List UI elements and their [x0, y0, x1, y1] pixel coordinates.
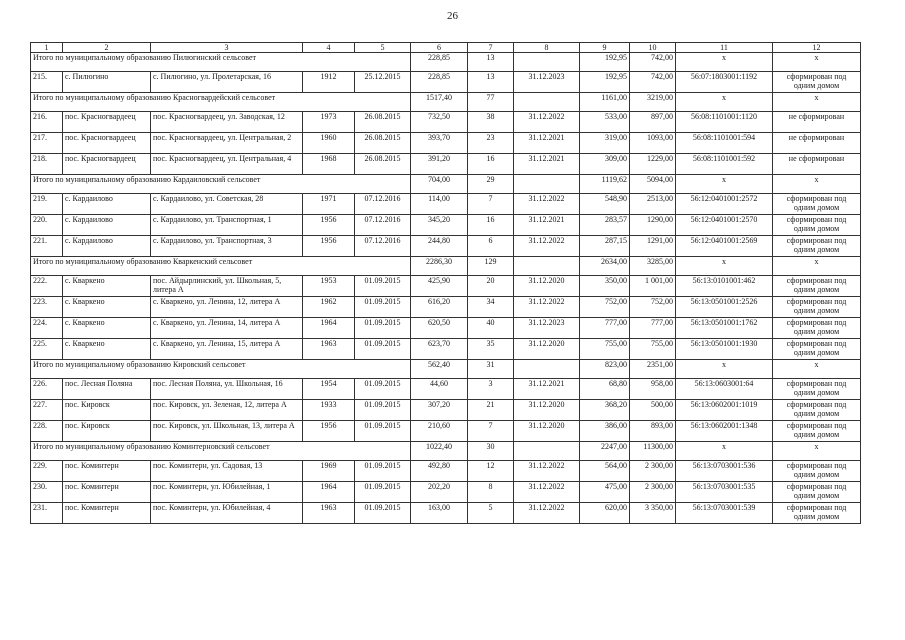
total-col10: 742,00 [630, 53, 676, 72]
col9-value: 752,00 [580, 297, 630, 318]
col10-value: 500,00 [630, 400, 676, 421]
column-header: 7 [468, 43, 514, 53]
total-col10: 11300,00 [630, 442, 676, 461]
row-number: 230. [31, 482, 63, 503]
cadastral-number: 56:07:1803001:1192 [676, 72, 773, 93]
row-number: 215. [31, 72, 63, 93]
row-number: 225. [31, 339, 63, 360]
total-col10: 2351,00 [630, 360, 676, 379]
area: 44,60 [411, 379, 468, 400]
recognition-date: 01.09.2015 [355, 461, 411, 482]
build-year: 1956 [303, 215, 355, 236]
col9-value: 368,20 [580, 400, 630, 421]
empty-cell [514, 257, 580, 276]
col10-value: 3 350,00 [630, 503, 676, 524]
total-col9: 192,95 [580, 53, 630, 72]
cadastral-number: 56:13:0501001:1930 [676, 339, 773, 360]
recognition-date: 25.12.2015 [355, 72, 411, 93]
area: 732,50 [411, 112, 468, 133]
address: пос. Коминтерн, ул. Юбилейная, 4 [151, 503, 303, 524]
land-status: сформирован под одним домом [773, 421, 861, 442]
total-col9: 2634,00 [580, 257, 630, 276]
subtotal-label: Итого по муниципальному образованию Красногвардейский сельсовет [31, 93, 411, 112]
resettlement-deadline: 31.12.2022 [514, 194, 580, 215]
area: 425,90 [411, 276, 468, 297]
subtotal-label: Итого по муниципальному образованию Кваркенский сельсовет [31, 257, 411, 276]
empty-cell [514, 442, 580, 461]
address: с. Кардаилово, ул. Транспортная, 1 [151, 215, 303, 236]
column-header: 3 [151, 43, 303, 53]
col10-value: 1093,00 [630, 133, 676, 154]
area: 616,20 [411, 297, 468, 318]
column-header: 12 [773, 43, 861, 53]
table-row [31, 503, 861, 524]
address: с. Кваркено, ул. Ленина, 14, литера А [151, 318, 303, 339]
total-col12: x [773, 360, 861, 379]
total-col11: x [676, 257, 773, 276]
build-year: 1956 [303, 421, 355, 442]
settlement-name: пос. Коминтерн [63, 461, 151, 482]
address: с. Кардаилово, ул. Советская, 28 [151, 194, 303, 215]
row-number: 224. [31, 318, 63, 339]
total-col11: x [676, 360, 773, 379]
cadastral-number: 56:12:0401001:2572 [676, 194, 773, 215]
total-col12: x [773, 53, 861, 72]
table-row [31, 194, 861, 215]
recognition-date: 26.08.2015 [355, 112, 411, 133]
col9-value: 620,00 [580, 503, 630, 524]
residents-count: 16 [468, 215, 514, 236]
settlement-name: с. Кваркено [63, 276, 151, 297]
cadastral-number: 56:13:0703001:535 [676, 482, 773, 503]
resettlement-deadline: 31.12.2022 [514, 482, 580, 503]
address: пос. Коминтерн, ул. Юбилейная, 1 [151, 482, 303, 503]
area: 163,00 [411, 503, 468, 524]
empty-cell [514, 53, 580, 72]
build-year: 1912 [303, 72, 355, 93]
land-status: сформирован под одним домом [773, 503, 861, 524]
address: пос. Коминтерн, ул. Садовая, 13 [151, 461, 303, 482]
total-col10: 3285,00 [630, 257, 676, 276]
recognition-date: 07.12.2016 [355, 236, 411, 257]
build-year: 1933 [303, 400, 355, 421]
residents-count: 6 [468, 236, 514, 257]
total-count: 31 [468, 360, 514, 379]
address: с. Кваркено, ул. Ленина, 15, литера А [151, 339, 303, 360]
recognition-date: 01.09.2015 [355, 318, 411, 339]
col10-value: 2513,00 [630, 194, 676, 215]
total-col10: 5094,00 [630, 175, 676, 194]
build-year: 1968 [303, 154, 355, 175]
table-row [31, 379, 861, 400]
address: с. Кардаилово, ул. Транспортная, 3 [151, 236, 303, 257]
empty-cell [514, 360, 580, 379]
build-year: 1963 [303, 503, 355, 524]
total-col11: x [676, 93, 773, 112]
settlement-name: пос. Красногвардеец [63, 133, 151, 154]
cadastral-number: 56:08:1101001:594 [676, 133, 773, 154]
total-area: 1022,40 [411, 442, 468, 461]
recognition-date: 01.09.2015 [355, 297, 411, 318]
recognition-date: 26.08.2015 [355, 133, 411, 154]
col9-value: 309,00 [580, 154, 630, 175]
build-year: 1962 [303, 297, 355, 318]
subtotal-row [31, 360, 861, 379]
build-year: 1963 [303, 339, 355, 360]
residents-count: 40 [468, 318, 514, 339]
settlement-name: пос. Красногвардеец [63, 154, 151, 175]
col10-value: 2 300,00 [630, 461, 676, 482]
col9-value: 533,00 [580, 112, 630, 133]
table-row [31, 215, 861, 236]
land-status: не сформирован [773, 133, 861, 154]
col10-value: 958,00 [630, 379, 676, 400]
row-number: 222. [31, 276, 63, 297]
residents-count: 34 [468, 297, 514, 318]
area: 492,80 [411, 461, 468, 482]
build-year: 1953 [303, 276, 355, 297]
resettlement-deadline: 31.12.2021 [514, 215, 580, 236]
settlement-name: пос. Красногвардеец [63, 112, 151, 133]
land-status: сформирован под одним домом [773, 236, 861, 257]
column-header: 11 [676, 43, 773, 53]
total-col10: 3219,00 [630, 93, 676, 112]
cadastral-number: 56:12:0401001:2569 [676, 236, 773, 257]
row-number: 217. [31, 133, 63, 154]
settlement-name: пос. Коминтерн [63, 503, 151, 524]
recognition-date: 26.08.2015 [355, 154, 411, 175]
area: 114,00 [411, 194, 468, 215]
settlement-name: пос. Кировск [63, 421, 151, 442]
total-count: 29 [468, 175, 514, 194]
cadastral-number: 56:13:0101001:462 [676, 276, 773, 297]
address: пос. Красногвардеец, ул. Центральная, 2 [151, 133, 303, 154]
total-col11: x [676, 53, 773, 72]
resettlement-deadline: 31.12.2020 [514, 276, 580, 297]
col9-value: 192,95 [580, 72, 630, 93]
land-status: сформирован под одним домом [773, 276, 861, 297]
housing-table [30, 42, 861, 524]
area: 345,20 [411, 215, 468, 236]
cadastral-number: 56:13:0501001:2526 [676, 297, 773, 318]
total-col12: x [773, 175, 861, 194]
residents-count: 20 [468, 276, 514, 297]
resettlement-deadline: 31.12.2022 [514, 503, 580, 524]
col10-value: 2 300,00 [630, 482, 676, 503]
residents-count: 3 [468, 379, 514, 400]
recognition-date: 07.12.2016 [355, 215, 411, 236]
recognition-date: 01.09.2015 [355, 482, 411, 503]
area: 210,60 [411, 421, 468, 442]
cadastral-number: 56:13:0602001:1019 [676, 400, 773, 421]
settlement-name: пос. Коминтерн [63, 482, 151, 503]
subtotal-label: Итого по муниципальному образованию Коминтерновский сельсовет [31, 442, 411, 461]
col9-value: 287,15 [580, 236, 630, 257]
table-body [31, 53, 861, 524]
column-header: 5 [355, 43, 411, 53]
total-count: 13 [468, 53, 514, 72]
recognition-date: 01.09.2015 [355, 421, 411, 442]
land-status: сформирован под одним домом [773, 379, 861, 400]
land-status: сформирован под одним домом [773, 215, 861, 236]
build-year: 1973 [303, 112, 355, 133]
settlement-name: пос. Кировск [63, 400, 151, 421]
settlement-name: с. Кардаилово [63, 194, 151, 215]
subtotal-label: Итого по муниципальному образованию Кировский сельсовет [31, 360, 411, 379]
recognition-date: 01.09.2015 [355, 400, 411, 421]
row-number: 227. [31, 400, 63, 421]
row-number: 229. [31, 461, 63, 482]
residents-count: 38 [468, 112, 514, 133]
settlement-name: с. Пилюгино [63, 72, 151, 93]
resettlement-deadline: 31.12.2023 [514, 318, 580, 339]
table-row [31, 297, 861, 318]
cadastral-number: 56:08:1101001:592 [676, 154, 773, 175]
total-col11: x [676, 175, 773, 194]
settlement-name: с. Кваркено [63, 297, 151, 318]
cadastral-number: 56:12:0401001:2570 [676, 215, 773, 236]
address: пос. Айдырлинский, ул. Школьная, 5, литера А [151, 276, 303, 297]
total-col12: x [773, 257, 861, 276]
subtotal-row [31, 53, 861, 72]
land-status: не сформирован [773, 154, 861, 175]
column-header: 1 [31, 43, 63, 53]
table-row [31, 461, 861, 482]
subtotal-row [31, 175, 861, 194]
total-col9: 1161,00 [580, 93, 630, 112]
subtotal-row [31, 93, 861, 112]
table-row [31, 133, 861, 154]
area: 393,70 [411, 133, 468, 154]
build-year: 1960 [303, 133, 355, 154]
land-status: сформирован под одним домом [773, 72, 861, 93]
land-status: сформирован под одним домом [773, 461, 861, 482]
empty-cell [514, 175, 580, 194]
subtotal-label: Итого по муниципальному образованию Кардаиловский сельсовет [31, 175, 411, 194]
resettlement-deadline: 31.12.2021 [514, 133, 580, 154]
table-row [31, 112, 861, 133]
column-header: 2 [63, 43, 151, 53]
settlement-name: с. Кардаилово [63, 215, 151, 236]
total-count: 30 [468, 442, 514, 461]
residents-count: 8 [468, 482, 514, 503]
row-number: 223. [31, 297, 63, 318]
column-header: 4 [303, 43, 355, 53]
column-header: 6 [411, 43, 468, 53]
table-row [31, 482, 861, 503]
col10-value: 752,00 [630, 297, 676, 318]
resettlement-deadline: 31.12.2022 [514, 297, 580, 318]
cadastral-number: 56:08:1101001:1120 [676, 112, 773, 133]
settlement-name: с. Кваркено [63, 339, 151, 360]
resettlement-deadline: 31.12.2021 [514, 154, 580, 175]
col10-value: 742,00 [630, 72, 676, 93]
address: пос. Красногвардеец, ул. Заводская, 12 [151, 112, 303, 133]
row-number: 231. [31, 503, 63, 524]
recognition-date: 01.09.2015 [355, 379, 411, 400]
residents-count: 13 [468, 72, 514, 93]
row-number: 220. [31, 215, 63, 236]
resettlement-deadline: 31.12.2022 [514, 112, 580, 133]
area: 228,85 [411, 72, 468, 93]
address: с. Пилюгино, ул. Пролетарская, 16 [151, 72, 303, 93]
land-status: сформирован под одним домом [773, 400, 861, 421]
column-header: 10 [630, 43, 676, 53]
area: 623,70 [411, 339, 468, 360]
col9-value: 548,90 [580, 194, 630, 215]
cadastral-number: 56:13:0501001:1762 [676, 318, 773, 339]
subtotal-row [31, 442, 861, 461]
address: пос. Красногвардеец, ул. Центральная, 4 [151, 154, 303, 175]
col10-value: 777,00 [630, 318, 676, 339]
col10-value: 897,00 [630, 112, 676, 133]
build-year: 1954 [303, 379, 355, 400]
total-col9: 823,00 [580, 360, 630, 379]
column-header: 9 [580, 43, 630, 53]
cadastral-number: 56:13:0602001:1348 [676, 421, 773, 442]
land-status: сформирован под одним домом [773, 339, 861, 360]
row-number: 216. [31, 112, 63, 133]
total-col12: x [773, 93, 861, 112]
table-row [31, 154, 861, 175]
row-number: 219. [31, 194, 63, 215]
total-col9: 2247,00 [580, 442, 630, 461]
column-number-row [31, 43, 861, 53]
area: 391,20 [411, 154, 468, 175]
total-count: 129 [468, 257, 514, 276]
row-number: 218. [31, 154, 63, 175]
residents-count: 23 [468, 133, 514, 154]
area: 307,20 [411, 400, 468, 421]
settlement-name: пос. Лесная Поляна [63, 379, 151, 400]
resettlement-deadline: 31.12.2021 [514, 379, 580, 400]
address: с. Кваркено, ул. Ленина, 12, литера А [151, 297, 303, 318]
address: пос. Кировск, ул. Школьная, 13, литера А [151, 421, 303, 442]
table-row [31, 72, 861, 93]
residents-count: 35 [468, 339, 514, 360]
col9-value: 68,80 [580, 379, 630, 400]
table-row [31, 318, 861, 339]
area: 620,50 [411, 318, 468, 339]
table-row [31, 276, 861, 297]
table-row [31, 421, 861, 442]
column-header: 8 [514, 43, 580, 53]
total-area: 228,85 [411, 53, 468, 72]
col9-value: 755,00 [580, 339, 630, 360]
col10-value: 1229,00 [630, 154, 676, 175]
total-area: 704,00 [411, 175, 468, 194]
cadastral-number: 56:13:0703001:539 [676, 503, 773, 524]
col9-value: 564,00 [580, 461, 630, 482]
table-row [31, 400, 861, 421]
resettlement-deadline: 31.12.2020 [514, 421, 580, 442]
resettlement-deadline: 31.12.2022 [514, 236, 580, 257]
build-year: 1964 [303, 318, 355, 339]
settlement-name: с. Кардаилово [63, 236, 151, 257]
subtotal-row [31, 257, 861, 276]
area: 202,20 [411, 482, 468, 503]
col10-value: 1291,00 [630, 236, 676, 257]
page-number: 26 [447, 10, 458, 22]
col9-value: 283,57 [580, 215, 630, 236]
row-number: 226. [31, 379, 63, 400]
total-col11: x [676, 442, 773, 461]
col10-value: 755,00 [630, 339, 676, 360]
residents-count: 5 [468, 503, 514, 524]
resettlement-deadline: 31.12.2020 [514, 400, 580, 421]
resettlement-deadline: 31.12.2023 [514, 72, 580, 93]
build-year: 1956 [303, 236, 355, 257]
total-area: 562,40 [411, 360, 468, 379]
residents-count: 7 [468, 421, 514, 442]
residents-count: 12 [468, 461, 514, 482]
area: 244,80 [411, 236, 468, 257]
row-number: 221. [31, 236, 63, 257]
row-number: 228. [31, 421, 63, 442]
address: пос. Кировск, ул. Зеленая, 12, литера А [151, 400, 303, 421]
total-col9: 1119,62 [580, 175, 630, 194]
land-status: сформирован под одним домом [773, 318, 861, 339]
total-count: 77 [468, 93, 514, 112]
cadastral-number: 56:13:0703001:536 [676, 461, 773, 482]
total-col12: x [773, 442, 861, 461]
table-row [31, 339, 861, 360]
total-area: 2286,30 [411, 257, 468, 276]
settlement-name: с. Кваркено [63, 318, 151, 339]
recognition-date: 01.09.2015 [355, 339, 411, 360]
table-row [31, 236, 861, 257]
empty-cell [514, 93, 580, 112]
recognition-date: 01.09.2015 [355, 503, 411, 524]
recognition-date: 01.09.2015 [355, 276, 411, 297]
col9-value: 475,00 [580, 482, 630, 503]
residents-count: 7 [468, 194, 514, 215]
col10-value: 1290,00 [630, 215, 676, 236]
col9-value: 777,00 [580, 318, 630, 339]
build-year: 1971 [303, 194, 355, 215]
land-status: сформирован под одним домом [773, 482, 861, 503]
land-status: сформирован под одним домом [773, 194, 861, 215]
total-area: 1517,40 [411, 93, 468, 112]
cadastral-number: 56:13:0603001:64 [676, 379, 773, 400]
resettlement-deadline: 31.12.2022 [514, 461, 580, 482]
build-year: 1969 [303, 461, 355, 482]
col9-value: 386,00 [580, 421, 630, 442]
residents-count: 16 [468, 154, 514, 175]
land-status: сформирован под одним домом [773, 297, 861, 318]
col9-value: 350,00 [580, 276, 630, 297]
col9-value: 319,00 [580, 133, 630, 154]
residents-count: 21 [468, 400, 514, 421]
resettlement-deadline: 31.12.2020 [514, 339, 580, 360]
recognition-date: 07.12.2016 [355, 194, 411, 215]
address: пос. Лесная Поляна, ул. Школьная, 16 [151, 379, 303, 400]
subtotal-label: Итого по муниципальному образованию Пилюгинский сельсовет [31, 53, 411, 72]
land-status: не сформирован [773, 112, 861, 133]
col10-value: 893,00 [630, 421, 676, 442]
col10-value: 1 001,00 [630, 276, 676, 297]
build-year: 1964 [303, 482, 355, 503]
